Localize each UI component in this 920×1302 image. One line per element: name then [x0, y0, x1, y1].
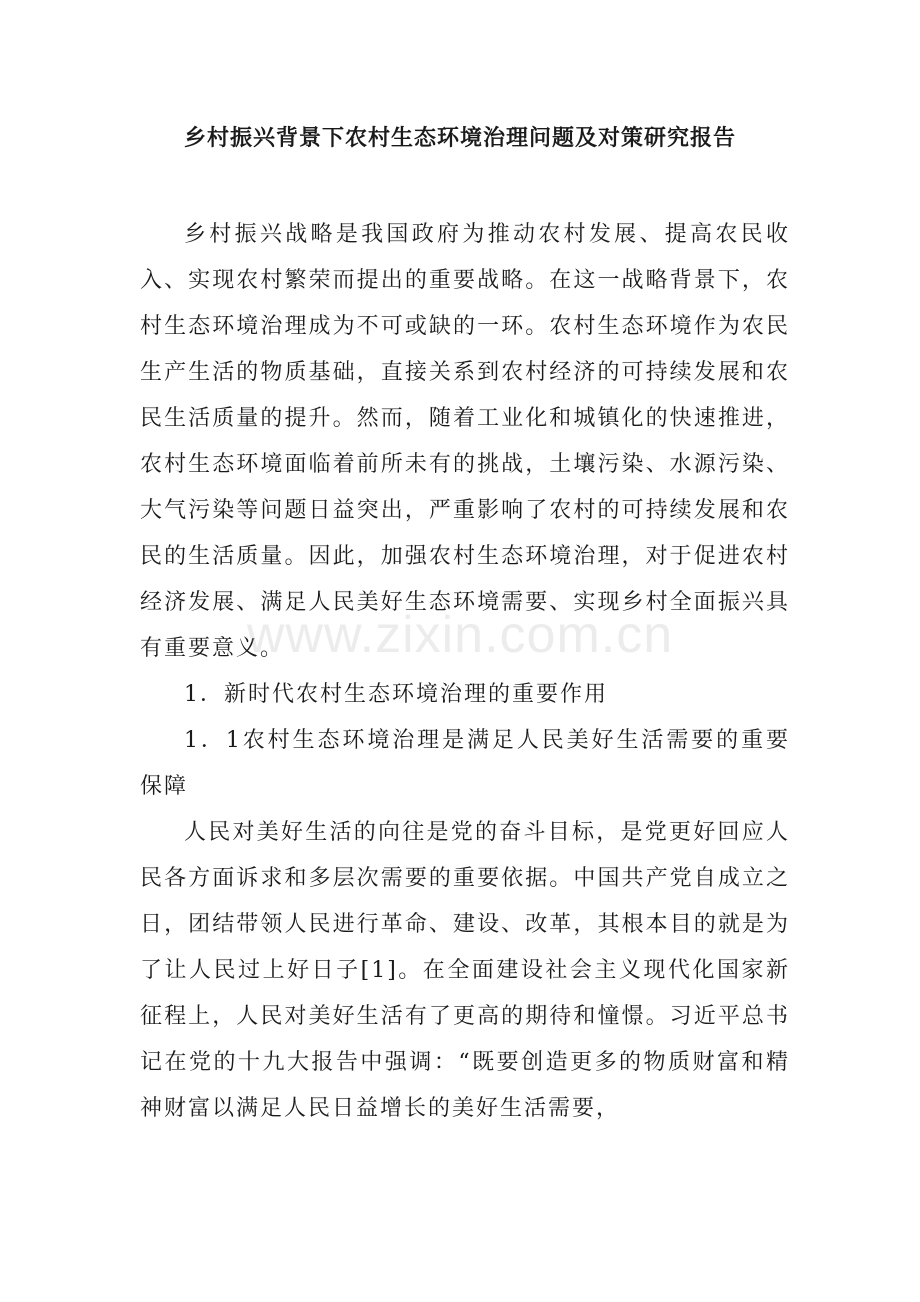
section-heading-1: 1．新时代农村生态环境治理的重要作用 [184, 682, 608, 707]
document-title: 乡村振兴背景下农村生态环境治理问题及对策研究报告 [183, 125, 736, 151]
paragraph-1-1: 人民对美好生活的向往是党的奋斗目标，是党更好回应人民各方面诉求和多层次需要的重要依据。中国共产党自成立之日，团结带领人民进行革命、建设、改革，其根本目的就是为了让人民过上好日子[1]。在全面建设社会主义现代化国家新征程上，人民对美好生活有了更高的期待和憧憬。习近平总书记在党的十九大报告中强调：“既要创造更多的物质财富和精神财富以满足人民日益增长的美好生活需要， [140, 820, 790, 1121]
paragraph-intro: 乡村振兴战略是我国政府为推动农村发展、提高农民收入、实现农村繁荣而提出的重要战略。在这一战略背景下，农村生态环境治理成为不可或缺的一环。农村生态环境作为农民生产生活的物质基础，直接关系到农村经济的可持续发展和农民生活质量的提升。然而，随着工业化和城镇化的快速推进，农村生态环境面临着前所未有的挑战，土壤污染、水源污染、大气污染等问题日益突出，严重影响了农村的可持续发展和农民的生活质量。因此，加强农村生态环境治理，对于促进农村经济发展、满足人民美好生态环境需要、实现乡村全面振兴具有重要意义。 [140, 222, 790, 661]
document-body [140, 212, 790, 1132]
subsection-heading-1-1: 1．1农村生态环境治理是满足人民美好生活需要的重要保障 [140, 728, 790, 799]
watermark: www.zixin.com.cn [246, 606, 674, 664]
